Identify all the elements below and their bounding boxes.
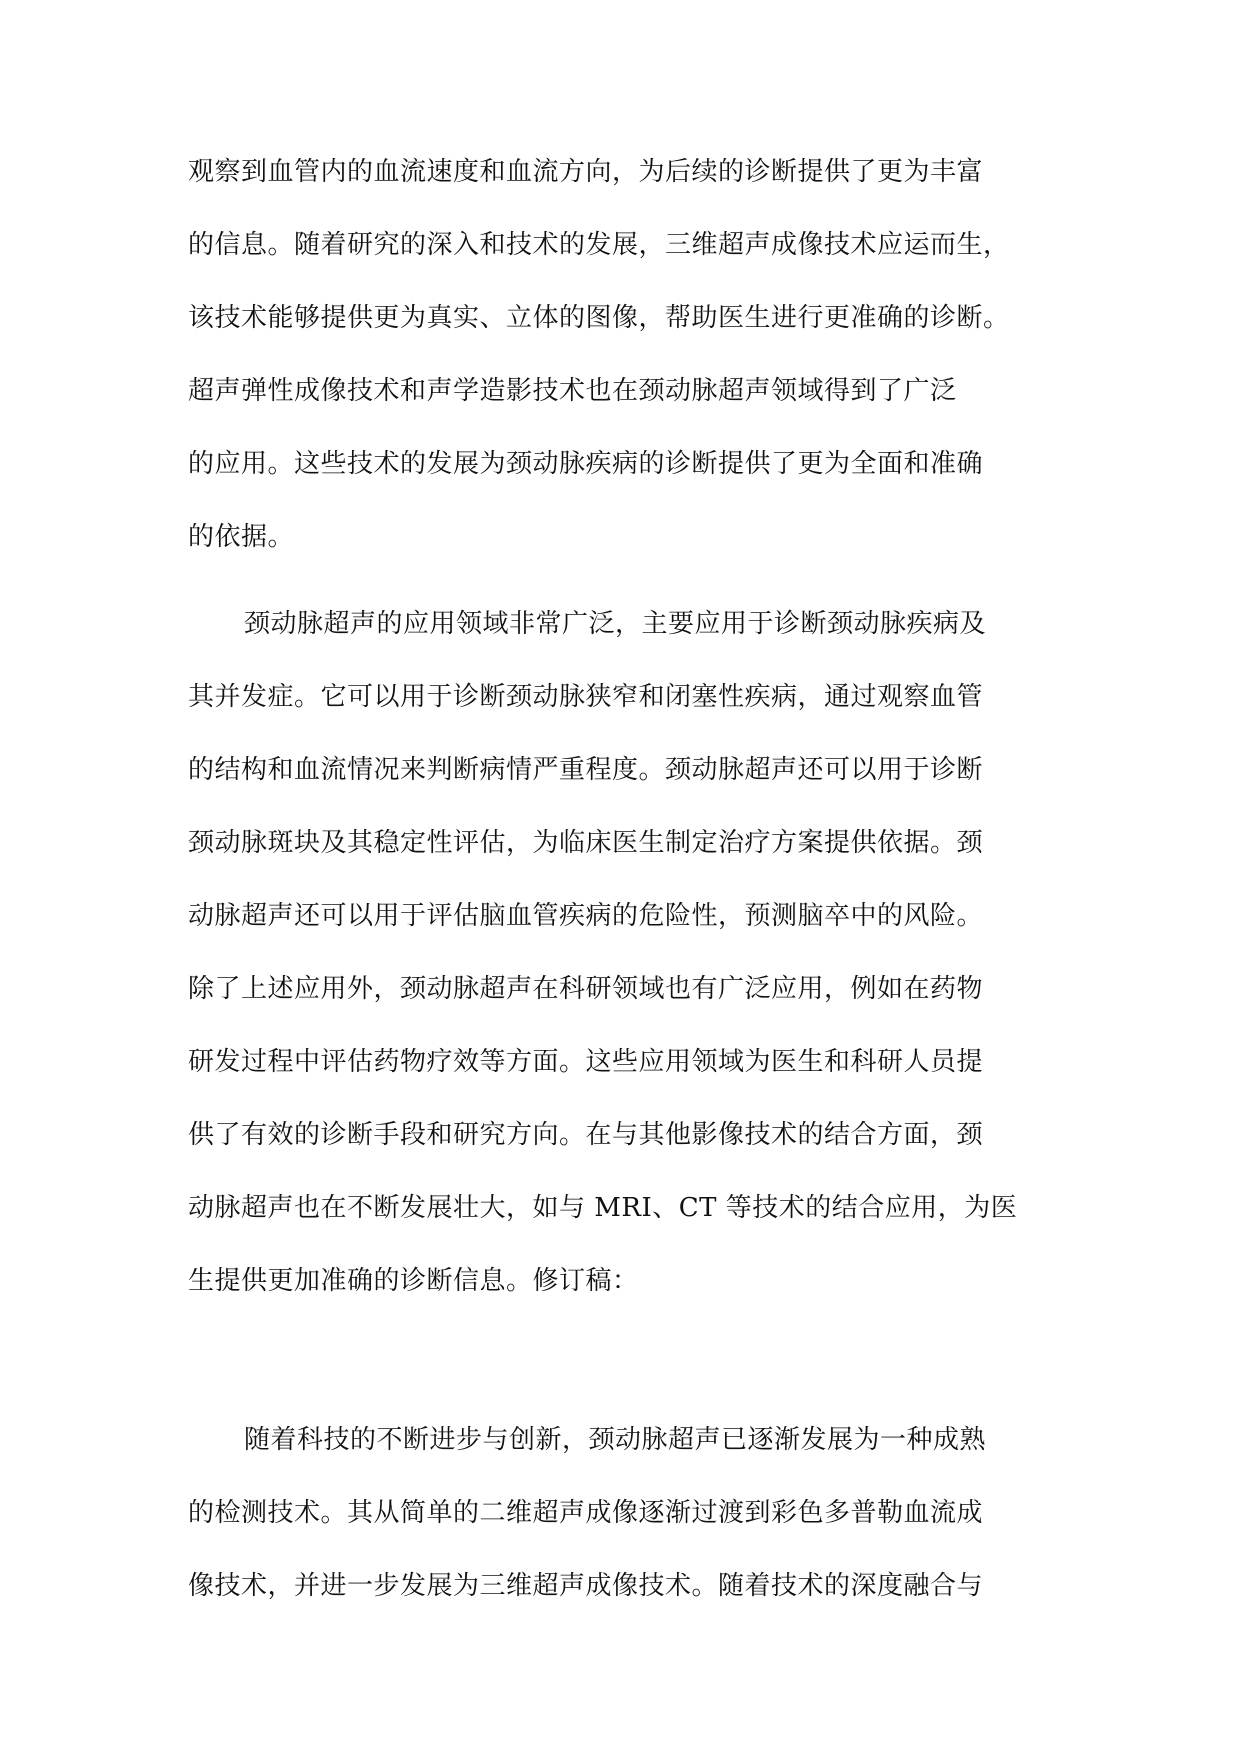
text-line: 超声弹性成像技术和声学造影技术也在颈动脉超声领域得到了广泛: [188, 376, 957, 406]
text-line: 像技术，并进一步发展为三维超声成像技术。随着技术的深度融合与: [188, 1571, 984, 1601]
text-line: 其并发症。它可以用于诊断颈动脉狭窄和闭塞性疾病，通过观察血管: [188, 682, 984, 712]
text-line: 研发过程中评估药物疗效等方面。这些应用领域为医生和科研人员提: [188, 1047, 984, 1077]
text-line: 颈动脉斑块及其稳定性评估，为临床医生制定治疗方案提供依据。颈: [188, 828, 984, 858]
text-line: 颈动脉超声的应用领域非常广泛，主要应用于诊断颈动脉疾病及: [244, 609, 987, 639]
text-line: 的应用。这些技术的发展为颈动脉疾病的诊断提供了更为全面和准确: [188, 449, 984, 479]
text-line: 供了有效的诊断手段和研究方向。在与其他影像技术的结合方面，颈: [188, 1120, 984, 1150]
text-line: 观察到血管内的血流速度和血流方向，为后续的诊断提供了更为丰富: [188, 157, 984, 187]
text-line: 动脉超声也在不断发展壮大，如与 MRI、CT 等技术的结合应用，为医: [188, 1193, 1018, 1223]
text-line: 的信息。随着研究的深入和技术的发展，三维超声成像技术应运而生，: [188, 230, 1010, 260]
text-line: 随着科技的不断进步与创新，颈动脉超声已逐渐发展为一种成熟: [244, 1425, 987, 1455]
text-line: 的依据。: [188, 522, 295, 552]
text-line: 的检测技术。其从简单的二维超声成像逐渐过渡到彩色多普勒血流成: [188, 1498, 984, 1528]
text-line: 动脉超声还可以用于评估脑血管疾病的危险性，预测脑卒中的风险。: [188, 901, 984, 931]
text-line: 该技术能够提供更为真实、立体的图像，帮助医生进行更准确的诊断。: [188, 303, 1010, 333]
text-line: 除了上述应用外，颈动脉超声在科研领域也有广泛应用，例如在药物: [188, 974, 984, 1004]
text-line: 生提供更加准确的诊断信息。修订稿：: [188, 1266, 639, 1296]
text-line: 的结构和血流情况来判断病情严重程度。颈动脉超声还可以用于诊断: [188, 755, 984, 785]
